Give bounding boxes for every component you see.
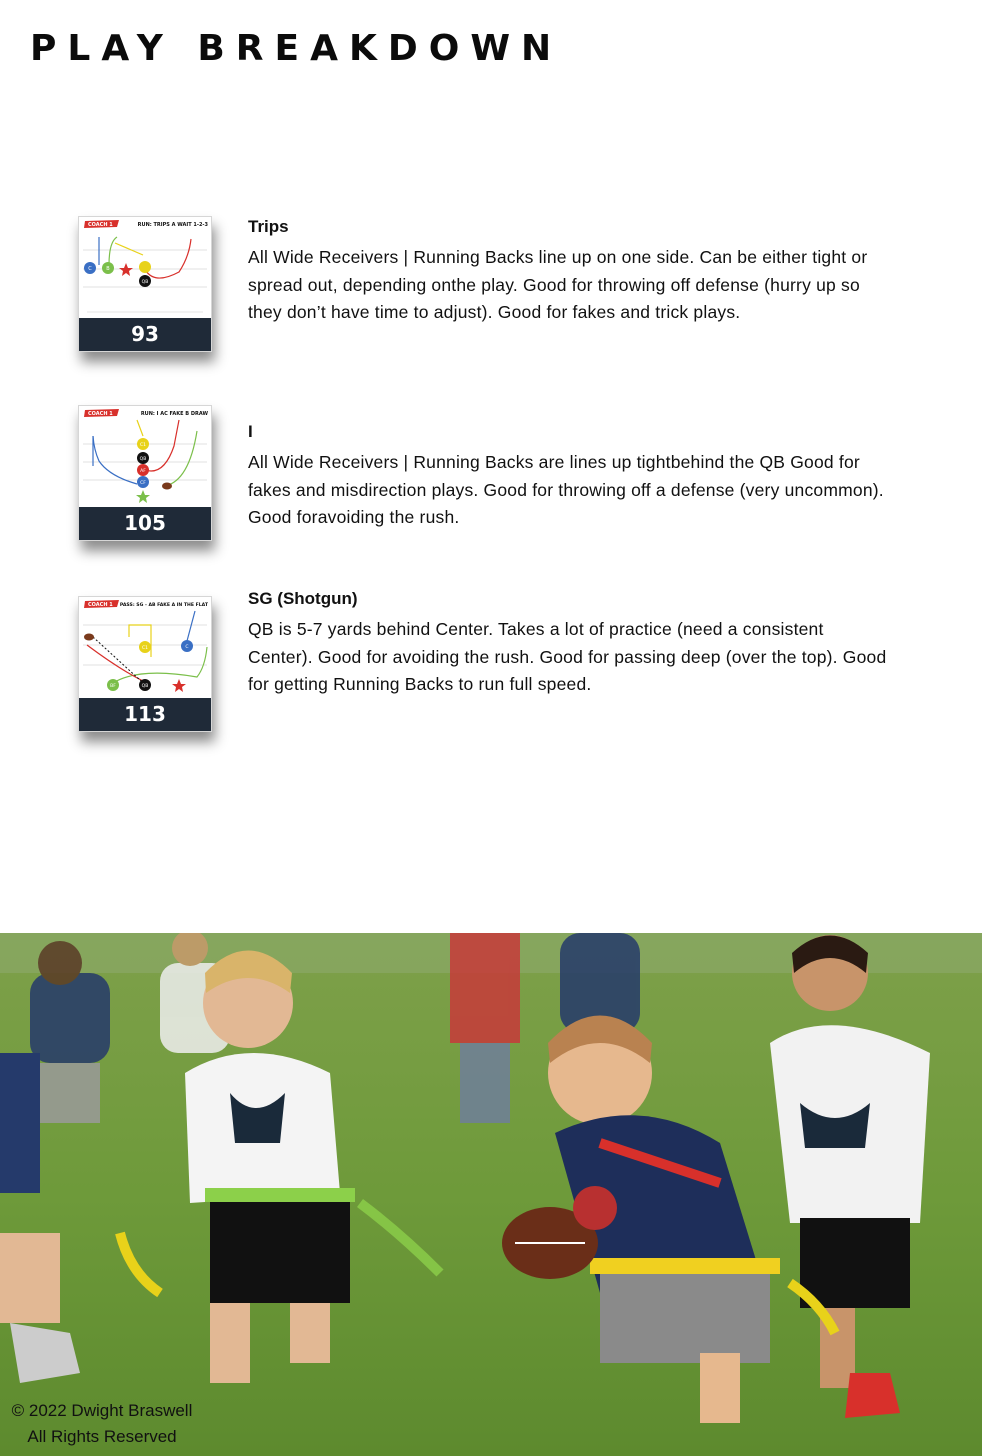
- svg-text:C1: C1: [141, 646, 149, 651]
- play-name: Trips: [248, 217, 289, 236]
- play-label: RUN: TRIPS A WAIT 1-2-3: [137, 222, 208, 228]
- rights-line: All Rights Reserved: [27, 1427, 177, 1446]
- coach-tag: COACH 1: [88, 411, 113, 417]
- play-card-i[interactable]: [78, 405, 212, 541]
- play-description: All Wide Receivers | Running Backs line up on one side. Can be either tight or spread out, depending onthe play. Good for throwing off defense (hurry up so they don’t have time to adjust). Good for fakes and trick plays.: [248, 247, 868, 323]
- svg-text:AF: AF: [140, 469, 146, 474]
- play-number: 113: [79, 698, 211, 731]
- svg-text:C1: C1: [139, 443, 147, 448]
- page-title: PLAY BREAKDOWN: [30, 28, 563, 69]
- play-description: QB is 5-7 yards behind Center. Takes a lot of practice (need a consistent Center). Good for avoiding the rush. Good for passing deep (over the top). Good for getting Running Backs to run full speed.: [248, 619, 887, 695]
- svg-text:C: C: [88, 266, 92, 272]
- play-description: All Wide Receivers | Running Backs are lines up tightbehind the QB Good for fakes and misdirection plays. Good for throwing off a defense (very uncommon). Good foravoiding the rush.: [248, 452, 884, 528]
- play-text: [248, 588, 888, 699]
- play-diagram: [79, 406, 211, 506]
- copyright-line: © 2022 Dwight Braswell: [11, 1401, 193, 1420]
- svg-text:QB: QB: [141, 280, 149, 285]
- play-card-shotgun[interactable]: [78, 596, 212, 732]
- play-label: PASS: SG - AB FAKE A IN THE FLAT: [119, 603, 208, 608]
- svg-text:QB: QB: [139, 457, 147, 462]
- play-text: [248, 421, 888, 532]
- svg-text:B: B: [106, 266, 110, 272]
- svg-text:QB: QB: [141, 684, 149, 689]
- play-card-trips[interactable]: [78, 216, 212, 352]
- photo-illustration: [0, 933, 982, 1456]
- play-diagram: [79, 597, 211, 697]
- play-diagram: [79, 217, 211, 317]
- copyright-notice: [2, 1398, 202, 1450]
- svg-text:CF: CF: [140, 481, 146, 486]
- play-name: I: [248, 422, 253, 441]
- play-number: 93: [79, 318, 211, 351]
- svg-text:C: C: [185, 645, 189, 650]
- play-label: RUN: I AC FAKE B DRAW: [140, 411, 208, 417]
- flag-football-photo: [0, 933, 982, 1456]
- play-number: 105: [79, 507, 211, 540]
- coach-tag: COACH 1: [88, 602, 113, 608]
- play-text: [248, 216, 888, 327]
- play-name: SG (Shotgun): [248, 589, 358, 608]
- svg-text:BF: BF: [110, 684, 116, 689]
- coach-tag: COACH 1: [88, 222, 113, 228]
